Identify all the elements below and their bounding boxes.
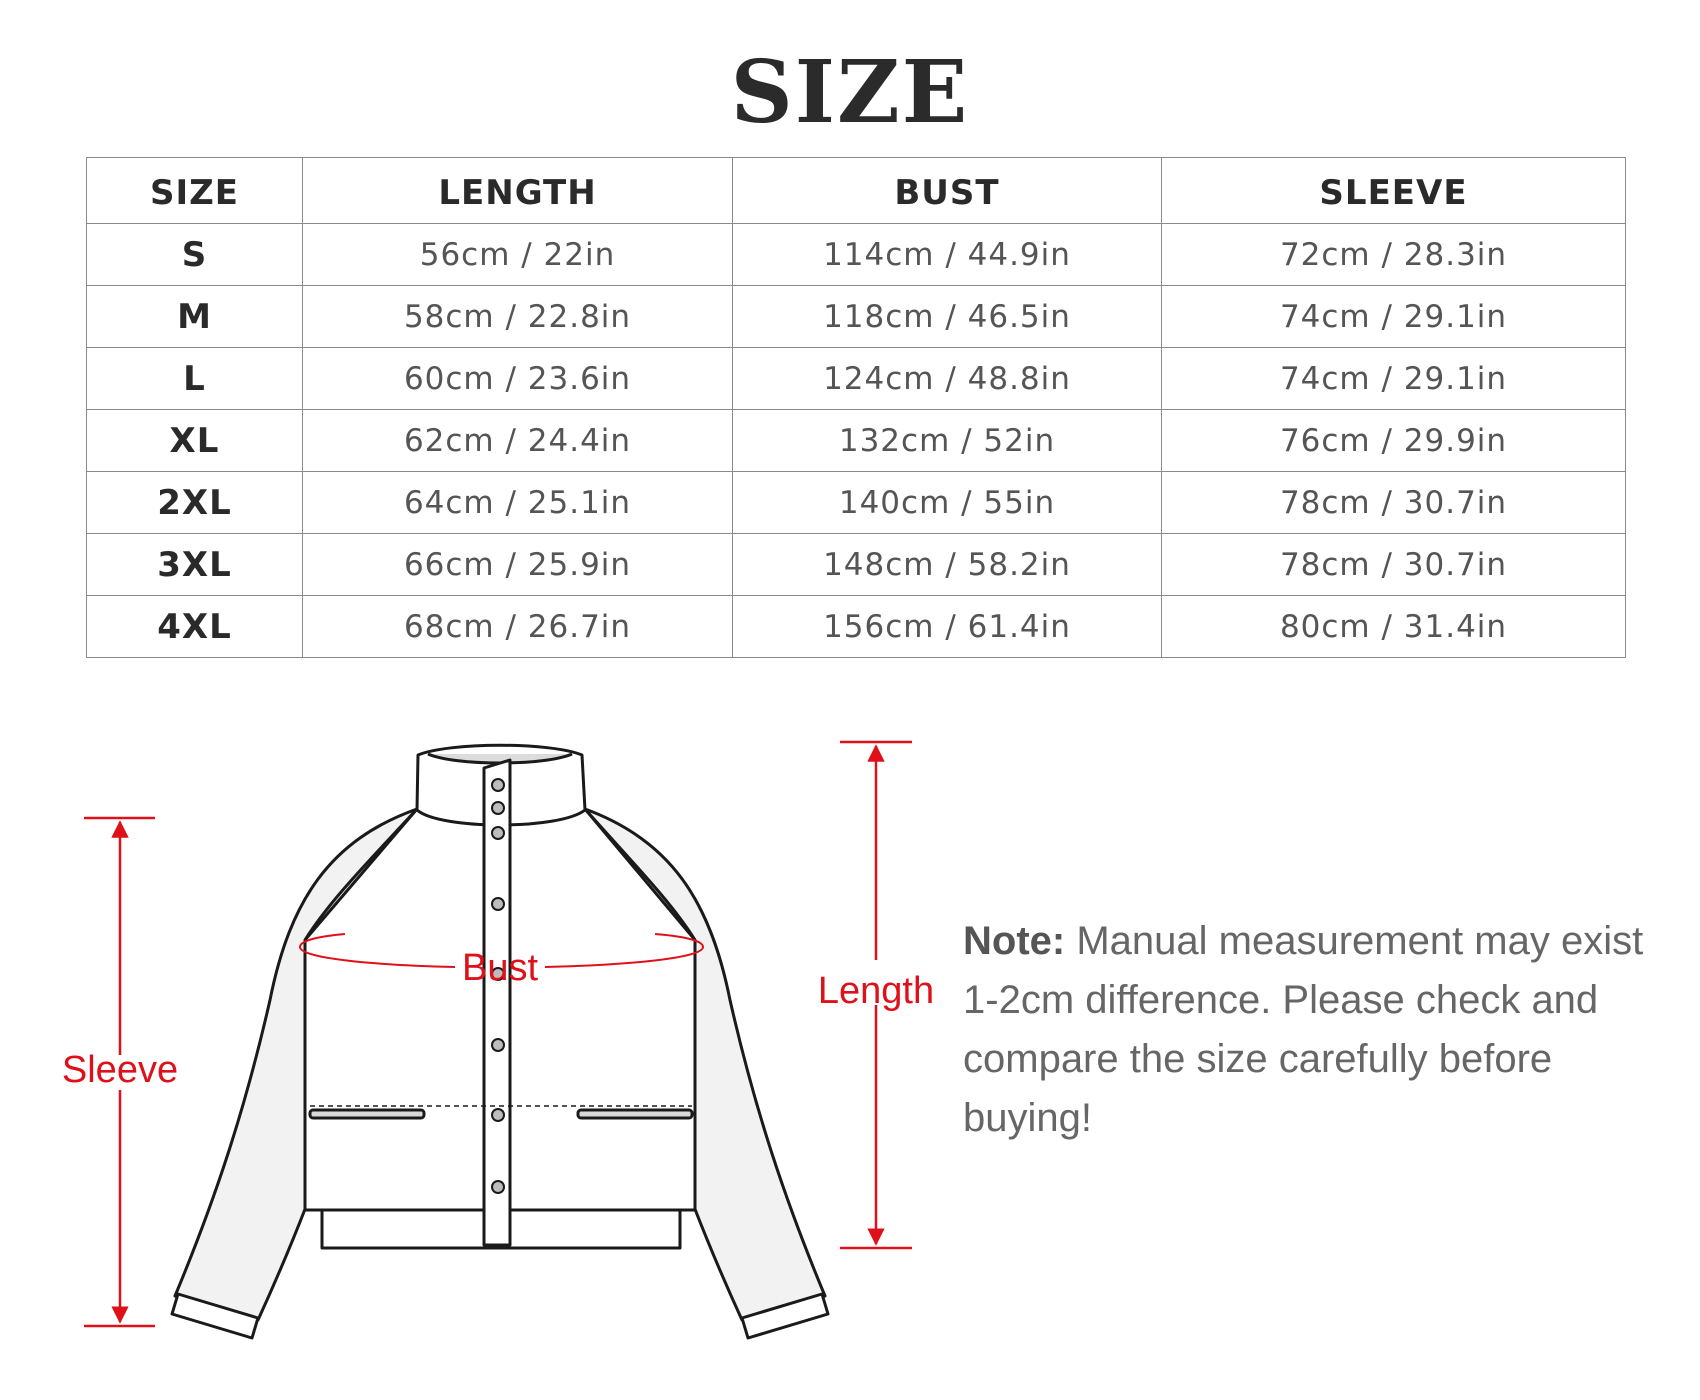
length-cell: 62cm / 24.4in bbox=[303, 410, 733, 472]
note-prefix: Note: bbox=[963, 919, 1066, 963]
bust-cell: 114cm / 44.9in bbox=[733, 224, 1162, 286]
length-cell: 66cm / 25.9in bbox=[303, 534, 733, 596]
sleeve-cell: 72cm / 28.3in bbox=[1162, 224, 1626, 286]
size-cell: XL bbox=[87, 410, 303, 472]
header-sleeve: SLEEVE bbox=[1162, 158, 1626, 224]
size-cell: L bbox=[87, 348, 303, 410]
length-cell: 64cm / 25.1in bbox=[303, 472, 733, 534]
length-cell: 58cm / 22.8in bbox=[303, 286, 733, 348]
size-cell: M bbox=[87, 286, 303, 348]
bust-cell: 118cm / 46.5in bbox=[733, 286, 1162, 348]
bust-cell: 148cm / 58.2in bbox=[733, 534, 1162, 596]
sleeve-cell: 74cm / 29.1in bbox=[1162, 348, 1626, 410]
header-length: LENGTH bbox=[303, 158, 733, 224]
bust-cell: 124cm / 48.8in bbox=[733, 348, 1162, 410]
length-cell: 56cm / 22in bbox=[303, 224, 733, 286]
length-label: Length bbox=[817, 970, 935, 1012]
sleeve-cell: 76cm / 29.9in bbox=[1162, 410, 1626, 472]
header-bust: BUST bbox=[733, 158, 1162, 224]
length-cell: 60cm / 23.6in bbox=[303, 348, 733, 410]
bust-cell: 156cm / 61.4in bbox=[733, 596, 1162, 658]
bust-label: Bust bbox=[461, 947, 539, 989]
size-cell: S bbox=[87, 224, 303, 286]
sleeve-cell: 74cm / 29.1in bbox=[1162, 286, 1626, 348]
size-cell: 3XL bbox=[87, 534, 303, 596]
sleeve-cell: 78cm / 30.7in bbox=[1162, 472, 1626, 534]
sleeve-cell: 78cm / 30.7in bbox=[1162, 534, 1626, 596]
measurement-note bbox=[963, 912, 1653, 1148]
sleeve-label: Sleeve bbox=[61, 1049, 179, 1091]
bust-cell: 140cm / 55in bbox=[733, 472, 1162, 534]
note-text: Manual measurement may exist 1-2cm difference. Please check and compare the size carefully before buying! bbox=[963, 919, 1644, 1140]
sleeve-cell: 80cm / 31.4in bbox=[1162, 596, 1626, 658]
size-cell: 4XL bbox=[87, 596, 303, 658]
size-cell: 2XL bbox=[87, 472, 303, 534]
header-size: SIZE bbox=[87, 158, 303, 224]
bust-cell: 132cm / 52in bbox=[733, 410, 1162, 472]
length-cell: 68cm / 26.7in bbox=[303, 596, 733, 658]
page-title: SIZE bbox=[730, 42, 970, 143]
